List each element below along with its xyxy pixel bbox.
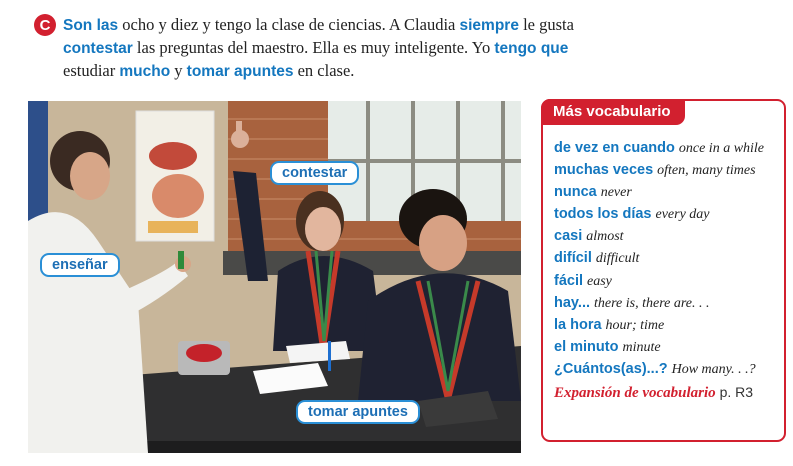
keyword: Son las [63, 17, 119, 34]
vocab-translation: once in a while [678, 141, 765, 156]
vocab-translation: difficult [595, 251, 640, 267]
vocab-translation: almost [586, 229, 624, 245]
vocab-expansion[interactable] [554, 384, 778, 402]
vocab-translation: every day [655, 207, 710, 223]
vocab-list [554, 137, 778, 402]
label-tomar-apuntes: tomar apuntes [296, 400, 420, 424]
vocab-item [554, 181, 778, 203]
vocab-term: hay... [554, 294, 590, 311]
vocab-item [554, 270, 778, 292]
label-contestar: contestar [270, 161, 359, 185]
vocab-item [554, 358, 778, 380]
vocab-item [554, 159, 778, 181]
vocab-translation: never [600, 185, 632, 201]
paragraph-segment: estudiar [63, 61, 120, 80]
vocab-term: todos los días [554, 206, 652, 223]
paragraph-segment: las preguntas del maestro. Ella es muy inteligente. Yo [132, 38, 495, 57]
vocab-translation: minute [622, 339, 661, 355]
paragraph-segment: le gusta [518, 15, 574, 34]
vocab-item [554, 203, 778, 225]
keyword: tengo que [494, 40, 569, 57]
vocab-term: difícil [554, 250, 592, 267]
keyword: tomar apuntes [186, 63, 294, 80]
paragraph-segment: ocho y diez y tengo la clase de ciencias. A Claudia [118, 15, 460, 34]
vocab-item [554, 292, 778, 314]
vocab-item [554, 247, 778, 269]
label-ensenar: enseñar [40, 253, 120, 277]
vocab-item [554, 137, 778, 159]
vocab-translation: there is, there are. . . [594, 295, 710, 311]
vocab-translation: easy [587, 273, 612, 289]
expansion-page: p. R3 [719, 384, 754, 401]
vocab-translation: How many. . .? [671, 361, 756, 377]
expansion-link[interactable]: Expansión de vocabulario [554, 385, 716, 402]
vocab-term: la hora [554, 316, 602, 333]
vocab-title: Más vocabulario [541, 99, 685, 125]
vocab-term: ¿Cuántos(as)...? [554, 360, 668, 377]
classroom-photo [28, 101, 521, 453]
vocab-item [554, 336, 778, 358]
vocab-term: el minuto [554, 338, 619, 355]
vocab-term: casi [554, 228, 583, 245]
paragraph-segment: en clase. [293, 61, 355, 80]
keyword: contestar [63, 40, 133, 57]
vocab-translation: often, many times [657, 163, 756, 179]
classroom-illustration [28, 101, 521, 453]
vocab-term: nunca [554, 184, 597, 201]
keyword: mucho [119, 63, 171, 80]
vocab-term: fácil [554, 272, 584, 289]
section-badge: C [34, 14, 56, 36]
vocab-item [554, 225, 778, 247]
vocab-box [541, 99, 786, 442]
paragraph-text [63, 14, 574, 83]
vocab-item [554, 314, 778, 336]
vocab-translation: hour; time [605, 317, 665, 333]
vocab-term: muchas veces [554, 162, 654, 179]
paragraph-c [34, 14, 574, 83]
vocab-term: de vez en cuando [554, 140, 675, 156]
keyword: siempre [459, 17, 519, 34]
paragraph-segment: y [170, 61, 187, 80]
